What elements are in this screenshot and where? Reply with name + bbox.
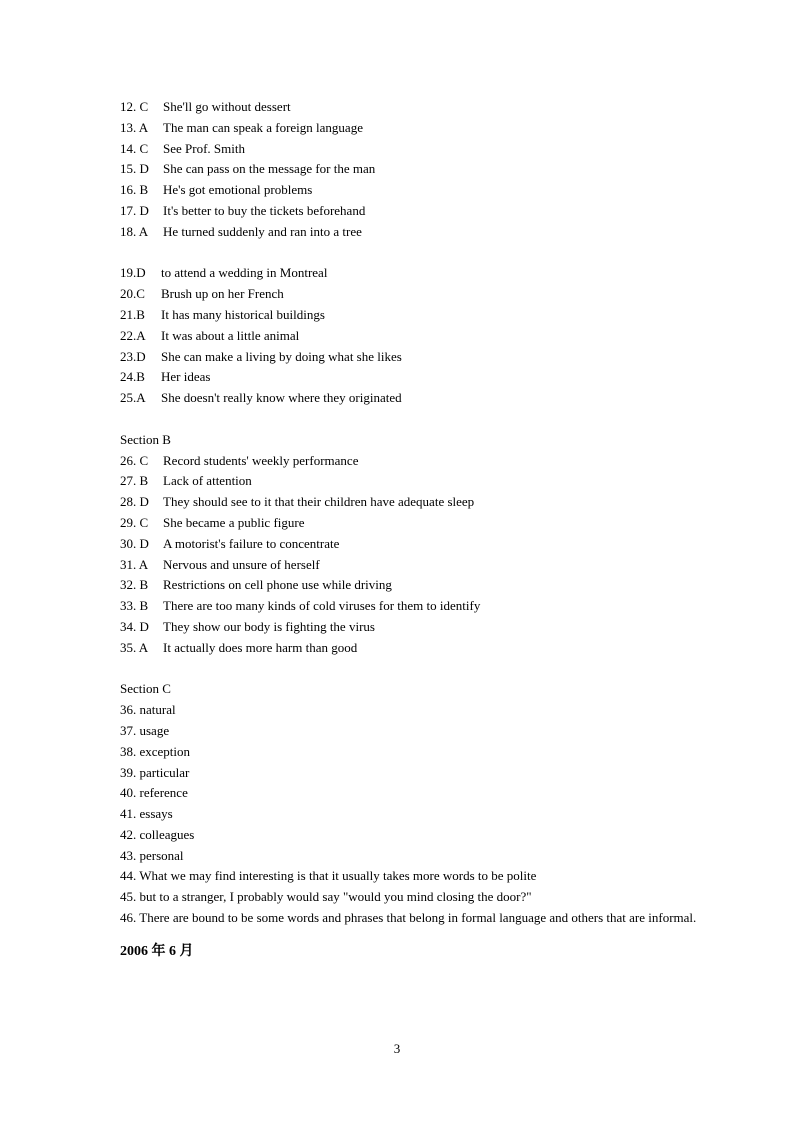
answer-text: The man can speak a foreign language <box>163 119 363 135</box>
answer-text: Restrictions on cell phone use while driving <box>163 577 392 593</box>
answer-number: 17. D <box>120 202 149 218</box>
answer-number: 20.C <box>120 286 145 302</box>
answer-number: 33. B <box>120 598 149 614</box>
answer-number: 24.B <box>120 369 145 385</box>
answer-line <box>120 222 721 243</box>
answer-number: 15. D <box>120 161 149 177</box>
answer-text: It actually does more harm than good <box>163 639 358 655</box>
answer-line <box>120 492 721 513</box>
answer-number: 29. C <box>120 514 149 530</box>
answer-number: 19.D <box>120 265 146 281</box>
answer-line: 38. exception <box>120 743 191 759</box>
blank-line <box>120 409 721 430</box>
answer-text: They should see to it that their children have adequate sleep <box>163 494 475 510</box>
answer-text: Lack of attention <box>163 473 252 489</box>
answer-line <box>120 638 721 659</box>
answer-number: 18. A <box>120 223 149 239</box>
answer-number: 21.B <box>120 306 145 322</box>
answer-text: He turned suddenly and ran into a tree <box>163 223 362 239</box>
answer-number: 32. B <box>120 577 149 593</box>
answer-number: 35. A <box>120 639 149 655</box>
answer-number: 25.A <box>120 390 146 406</box>
answer-number: 30. D <box>120 535 149 551</box>
answer-line: 40. reference <box>120 785 188 801</box>
section-c <box>120 679 721 929</box>
answer-text: He's got emotional problems <box>163 182 313 198</box>
answer-text: It was about a little animal <box>161 327 300 343</box>
answer-key-content <box>120 97 721 963</box>
answer-line <box>120 347 721 368</box>
answer-text: She can make a living by doing what she likes <box>161 348 402 364</box>
answer-line: 45. but to a stranger, I probably would say "would you mind closing the door?" <box>120 889 532 905</box>
answer-line <box>120 596 721 617</box>
answer-text: It has many historical buildings <box>161 306 325 322</box>
answer-text: Nervous and unsure of herself <box>163 556 320 572</box>
answer-text: She became a public figure <box>163 514 305 530</box>
answer-number: 27. B <box>120 473 149 489</box>
answer-text: There are too many kinds of cold viruses for them to identify <box>163 598 481 614</box>
answer-number: 16. B <box>120 182 149 198</box>
answer-number: 31. A <box>120 556 149 572</box>
answer-line <box>120 555 721 576</box>
answer-line <box>120 284 721 305</box>
answer-line: 44. What we may find interesting is that it usually takes more words to be polite <box>120 868 537 884</box>
answer-group-2 <box>120 263 721 409</box>
answer-text: It's better to buy the tickets beforehand <box>163 202 366 218</box>
section-c-title: Section C <box>120 681 171 697</box>
section-b-title: Section B <box>120 431 171 447</box>
blank-line <box>120 243 721 264</box>
answer-text: She'll go without dessert <box>163 99 291 114</box>
page-number: 3 <box>393 1041 401 1056</box>
answer-number: 14. C <box>120 140 149 156</box>
answer-group-1 <box>120 97 721 243</box>
answer-text: She doesn't really know where they originated <box>161 390 402 406</box>
answer-text: to attend a wedding in Montreal <box>161 265 328 281</box>
answer-number: 23.D <box>120 348 146 364</box>
answer-text: They show our body is fighting the virus <box>163 618 375 634</box>
answer-line <box>120 326 721 347</box>
answer-number: 34. D <box>120 618 149 634</box>
blank-line <box>120 659 721 680</box>
answer-line <box>120 97 721 118</box>
answer-line <box>120 139 721 160</box>
answer-line <box>120 451 721 472</box>
answer-line: 36. natural <box>120 702 176 718</box>
answer-text: See Prof. Smith <box>163 140 245 156</box>
answer-line <box>120 534 721 555</box>
section-b <box>120 430 721 659</box>
answer-line: 41. essays <box>120 806 173 822</box>
answer-line: 43. personal <box>120 847 184 863</box>
answer-line <box>120 305 721 326</box>
answer-line <box>120 118 721 139</box>
answer-line <box>120 575 721 596</box>
answer-paragraph: 46. There are bound to be some words and phrases that belong in formal language and others that are informal. <box>120 910 697 926</box>
answer-line: 42. colleagues <box>120 826 195 842</box>
answer-line: 39. particular <box>120 764 190 780</box>
year-heading: 2006 年 6 月 <box>120 943 194 959</box>
answer-line <box>120 617 721 638</box>
answer-text: Record students' weekly performance <box>163 452 359 468</box>
answer-text: She can pass on the message for the man <box>163 161 376 177</box>
answer-line <box>120 201 721 222</box>
answer-line <box>120 159 721 180</box>
answer-number: 28. D <box>120 494 149 510</box>
answer-text: A motorist's failure to concentrate <box>163 535 340 551</box>
answer-line <box>120 471 721 492</box>
answer-text: Her ideas <box>161 369 211 385</box>
answer-line: 37. usage <box>120 722 170 738</box>
answer-number: 12. C <box>120 99 149 114</box>
answer-number: 22.A <box>120 327 146 343</box>
answer-line <box>120 180 721 201</box>
answer-line <box>120 388 721 409</box>
answer-number: 26. C <box>120 452 149 468</box>
answer-text: Brush up on her French <box>161 286 284 302</box>
answer-number: 13. A <box>120 119 149 135</box>
answer-line <box>120 263 721 284</box>
answer-line <box>120 513 721 534</box>
answer-line <box>120 367 721 388</box>
